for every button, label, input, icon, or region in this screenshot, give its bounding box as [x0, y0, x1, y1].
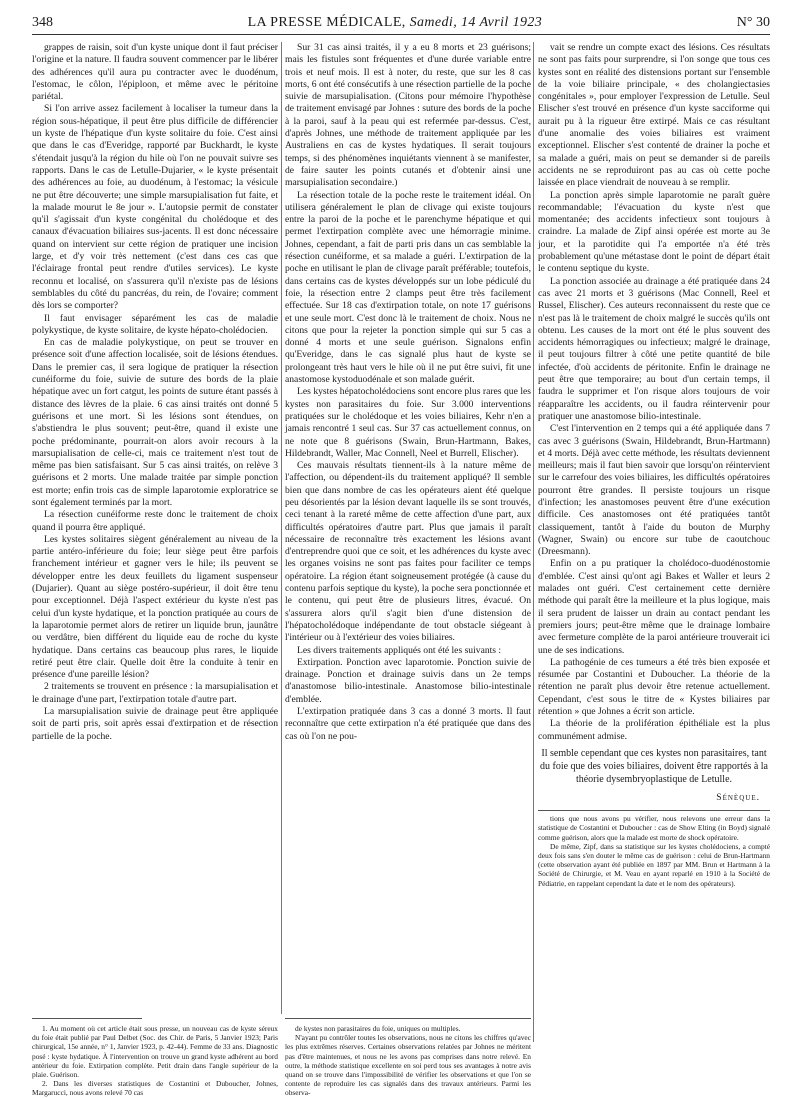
- paragraph: Il faut envisager séparément les cas de maladie polykystique, de kyste solitaire, de kyste hépato-cholédocien.: [32, 312, 278, 336]
- paragraph: La marsupialisation suivie de drainage peut être appliquée soit de parti pris, soit après essai d'extirpation et de résection partielle de la poche.: [32, 706, 278, 742]
- paragraph: Ces mauvais résultats tiennent-ils à la nature même de l'affection, ou dépendent-ils du traitement appliqué? Il semble bien que dans nombre de cas les opérateurs aient été quelque peu désorientés par la lésion devant laquelle ils se sont trouvés, ceci tenant à la rareté même de cette affection d'une part, aux difficultés opératoires d'autre part. Plus que jamais il paraît nécessaire de reconnaître très exactement les lésions avant d'entreprendre quoi que ce soit, et les adhérences du kyste avec les organes voisins ne sont pas faites pour faciliter ce temps opératoire. La région étant soigneusement protégée (à cause du contenu parfois septique du kyste), la poche sera ponctionnée et le contenu, qui peut être de plusieurs litres, évacué. On s'assurera alors qu'il s'agit bien d'une distension de l'hépatocholédoque indépendante de tout obstacle siégeant à l'intérieur ou à l'extérieur des voies biliaires.: [285, 460, 531, 644]
- journal-name: LA PRESSE MÉDICALE,: [247, 15, 406, 30]
- paragraph: Sur 31 cas ainsi traités, il y a eu 8 morts et 23 guérisons; mais les fistules sont fréquentes et d'une durée variable entre trois et neuf mois. Il est à noter, du reste, que sur les 8 cas morts, 6 ont été consécutifs à une résection partielle de la poche suivie de marsupialisation. (Citons pour mémoire l'hypothèse de traitement envisagé par Johnes : suture des bords de la poche à la paroi, sauf à la peau qui est refermée par-dessus. C'est, d'après Johnes, une méthode de traitement appliquée par les Australiens en cas de kystes hydatiques. Il serait toujours temps, si des phénomènes inquiétants viennent à se manifester, de faire sauter les points cutanés et d'obtenir ainsi une marsupialisation secondaire.): [285, 42, 531, 189]
- paragraph: Enfin on a pu pratiquer la cholédoco-duodénostomie d'emblée. C'est ainsi qu'ont agi Bakes et Waller et leurs 2 malades ont guéri. C'est certainement cette dernière méthode qui paraît être la meilleure et la plus logique, mais il sera prudent de laisser un drain au contact pendant les premiers jours; peut-être même que le drainage lombaire avec fermeture complète de la paroi antérieure trouverait ici une de ses indications.: [538, 558, 770, 656]
- paragraph: Les kystes solitaires siègent généralement au niveau de la partie antéro-inférieure du foie; leur siège peut être parfois franchement intérieur et gagner vers le hile; ils peuvent se développer entre les deux feuillets du ligament suspenseur (Dujarier). Quant au siège postéro-supérieur, il doit être tenu pour exceptionnel. Déjà l'aspect extérieur du kyste n'est pas celui d'un kyste hydatique, et la ponction pratiquée au cours de la laparotomie permet alors de retirer un liquide brun, jaunâtre ou verdâtre, bien différent du liquide eau de roche du kyste hydatique. Dans certains cas beaucoup plus rares, le liquide retiré peut être clair. Quelle doit être la conduite à tenir en présence d'une pareille lésion?: [32, 533, 278, 681]
- footnote: 2. Dans les diverses statistiques de Costantini et Duboucher, Johnes, Margarucci, nous avons relevé 70 cas: [32, 1079, 278, 1098]
- column-divider: [281, 42, 282, 1014]
- footnote: De même, Zipf, dans sa statistique sur les kystes cholédociens, a compté deux fois sans s'en douter le même cas de guérison : celui de Brun-Hartmann (cette observation ayant été publiée en 1897 par MM. Brun et Hartmann à la Société de Chirurgie, et M. Veau en ayant reparlé en 1910 à la Société de Pédiatrie, en rappelant cependant la date et le nom des opérateurs).: [538, 841, 770, 888]
- paragraph: La résection totale de la poche reste le traitement idéal. On utilisera généralement le plan de clivage qui existe toujours entre la paroi de la poche et le parenchyme hépatique et qui permet l'extirpation complète avec une hémorragie minime. Johnes, cependant, a fait de parti pris dans un cas semblable la résection cunéiforme, et sa malade a guéri. L'extirpation de la poche en utilisant le plan de clivage paraît préférable; toutefois, dans certains cas de kystes développés sur un lobe pédiculé du foie, la résection entre 2 clamps peut être très facilement effectuée. Sur 18 cas d'extirpation totale, on note 17 guérisons et une seule mort. C'est donc là le traitement de choix. Nous ne citons que pour la rejeter la ponction simple qui sur 5 cas a donné 4 morts et une seule guérison. Signalons enfin qu'Everidge, dans le cas signalé plus haut de kyste se prolongeant très haut vers le hile où il ne put être suivi, fit une anastomose kystoduodénale et son malade guérit.: [285, 189, 531, 386]
- paragraph: Les kystes hépatocholédociens sont encore plus rares que les kystes non parasitaires du foie. Sur 3.000 interventions pratiquées sur le cholédoque et les voies biliaires, Kehr n'en a jamais rencontré 1 seul cas. Sur 37 cas actuellement connus, on ne note que 8 guérisons (Swain, Brun-Hartmann, Bakes, Hildebrandt, Waller, Mac Connell, Neel et Burrell, Elischer).: [285, 386, 531, 459]
- text-column-1: [32, 42, 278, 1014]
- conclusion-paragraph: Il semble cependant que ces kystes non parasitaires, tant du foie que des voies biliaires, doivent être rapportés à la théorie dysembryoplastique de Letulle.: [540, 747, 768, 785]
- paragraph: 2 traitements se trouvent en présence : la marsupialisation et le drainage d'une part, l'extirpation totale d'autre part.: [32, 681, 278, 705]
- paragraph: Extirpation. Ponction avec laparotomie. Ponction suivie de drainage. Ponction et drainage suivis dans un 2e temps d'anastomose bilio-intestinale. Anastomose bilio-intestinale d'emblée.: [285, 656, 531, 705]
- paragraph: La résection cunéiforme reste donc le traitement de choix quand il pourra être appliqué.: [32, 509, 278, 533]
- footnotes-column-1: [32, 1024, 278, 1098]
- footnote: tions que nous avons pu vérifier, nous relevons une erreur dans la statistique de Costantini et Duboucher : cas de Show Elting (in Boyd) signalé comme guérison, alors que la malade est morte de shock opératoire.: [538, 810, 770, 842]
- footnotes-column-2: [285, 1024, 531, 1098]
- footnote-rule: [32, 1018, 142, 1019]
- paragraph: En cas de maladie polykystique, on peut se trouver en présence soit d'une affection localisée, soit de lésions étendues. Dans le premier cas, il sera logique de pratiquer la résection cunéiforme du foie, suivie de suture des bords de la plaie hépatique avec un fort catgut, les points de suture étant passés à distance des lèvres de la plaie. 6 cas ainsi traités ont donné 5 guérisons et une mort. Si les lésions sont étendues, on s'abstiendra le plus souvent; peut-être, quand il existe une poche prédominante, pourrait-on alors avoir recours à la marsupialisation de celle-ci, mais ce traitement n'est tout de même pas bien satisfaisant. Sur 5 cas ainsi traités, on relève 3 guérisons et 2 morts. Une malade traitée par simple ponction est morte; enfin trois cas de simple laparotomie exploratrice se sont également terminés par la mort.: [32, 337, 278, 508]
- footnote-rule: [285, 1018, 531, 1019]
- paragraph: grappes de raisin, soit d'un kyste unique dont il faut préciser l'origine et la nature. Il faudra souvent commencer par le libérer des adhérences qu'il aura pu contracter avec le duodénum, l'estomac, le côlon, l'épiploon, et même avec le péritoine pariétal.: [32, 42, 278, 103]
- page-header: [32, 12, 770, 35]
- text-column-2: [285, 42, 531, 1014]
- paragraph: vait se rendre un compte exact des lésions. Ces résultats ne sont pas faits pour surprendre, si l'on songe que tous ces kystes sont en réalité des distensions portant sur l'ensemble de la voie biliaire principale, « des cholangiectasies congénitales », pour employer l'expression de Letulle. Seul Elischer s'est trouvé en présence d'un kyste sacciforme qui aurait pu à la rigueur être extirpé. Mais ce cas résultant d'une anomalie des voies biliaires est vraiment exceptionnel. Elischer s'est contenté de drainer la poche et sa malade a guéri, mais on peut se demander si de pareils accidents ne se reproduiront pas au cas où cette poche laissée en place viendrait de nouveau à se remplir.: [538, 42, 770, 189]
- paragraph: C'est l'intervention en 2 temps qui a été appliquée dans 7 cas avec 3 guérisons (Swain, Hildebrandt, Brun-Hartmann) et 4 morts. Déjà avec cette méthode, les résultats deviennent meilleurs; mais il faut bien savoir que lorsqu'on réintervient sur le carrefour des voies biliaires, les difficultés opératoires pourront être grandes. Il persiste toujours un risque d'infection; les anastomoses peuvent être d'une exécution difficile. Ces anastomoses ont été pratiquées tantôt classiquement, tantôt à l'aide du bouton de Murphy (Wagner, Swain) ou encore sur tube de caoutchouc (Dreesmann).: [538, 423, 770, 558]
- paragraph: La pathogénie de ces tumeurs a été très bien exposée et résumée par Costantini et Duboucher. La théorie de la rétention ne paraît plus devoir être retenue actuellement. Cependant, c'est sous le titre de « Kystes biliaires par rétention » que Johnes a écrit son article.: [538, 656, 770, 718]
- paragraph: Les divers traitements appliqués ont été les suivants :: [297, 644, 502, 656]
- issue-date: Samedi, 14 Avril 1923: [409, 15, 543, 30]
- author-signature: Sénèque.: [716, 791, 760, 803]
- column-divider: [533, 42, 534, 1042]
- paragraph: La ponction associée au drainage a été pratiquée dans 24 cas avec 21 morts et 3 guérisons (Mac Connell, Reel et Russel, Elischer). Ces auteurs reconnaissent du reste que ce n'est pas là le traitement de choix malgré le succès qu'ils ont obtenu. Les causes de la mort ont été le plus souvent des accidents hémorragiques ou infectieux; malgré le drainage, il peut toujours filtrer à côté une petite quantité de bile infectée, d'où accidents de péritonite. Enfin le drainage ne peut être que temporaire; au bout d'un certain temps, il faudra le supprimer et l'on risque alors toujours de voir réapparaître les accidents, ou il faudra réintervenir pour pratiquer une anastomose bilio-intestinale.: [538, 275, 770, 422]
- journal-title: [248, 15, 543, 31]
- footnote: N'ayant pu contrôler toutes les observations, nous ne citons les chiffres qu'avec les plus extrêmes réserves. Certaines observations relatées par Johnes ne méritent pas d'être maintenues, et nous ne les avons pas comprises dans notre relevé. En outre, la méthode statistique excellente en soi perd tous ses avantages à notre avis quand on se trouve dans l'impossibilité de vérifier les observations et que l'on se contente de reproduire les cas signalés dans des travaux antérieurs. Parmi les observa-: [285, 1033, 531, 1098]
- paragraph: L'extirpation pratiquée dans 3 cas a donné 3 morts. Il faut reconnaître que cette extirpation n'a été pratiquée que dans des cas où l'on ne pou-: [285, 706, 531, 742]
- issue-number: N° 30: [736, 15, 770, 30]
- footnote: de kystes non parasitaires du foie, uniques ou multiples.: [295, 1024, 461, 1033]
- page-number: 348: [32, 15, 53, 30]
- text-column-3: [538, 42, 770, 1042]
- paragraph: Si l'on arrive assez facilement à localiser la tumeur dans la région sous-hépatique, il peut être plus difficile de différencier un kyste de l'hépatique d'un kyste solitaire du foie. C'est ainsi que dans le cas d'Everidge, rapporté par Buckhardt, le kyste s'étendait jusqu'à la région du hile où l'on ne pouvait suivre ses rapports. Dans le cas de Letulle-Dujarier, « le kyste présentait des adhérences au foie, au duodénum, à l'estomac; la vésicule ne put être découverte; une simple marsupialisation fut faite, et la malade mourut le 8e jour ». L'autopsie permit de constater qu'il s'agissait d'un kyste congénital du cholédoque et des canaux d'évacuation biliaires sus-jacents. Il est donc nécessaire quand on intervient sur cette région de pratiquer une incision large, et d'y voir très nettement (c'est dans ces cas que l'éclairage frontal peut rendre d'utiles services). Le kyste reconnu et localisé, on s'assurera qu'il n'existe pas de lésions semblables du côté du pancréas, du rein, de l'ovaire; comment dès lors se comporter?: [32, 103, 278, 312]
- paragraph: La ponction après simple laparotomie ne paraît guère recommandable; l'évacuation du kyste n'est que momentanée; des accidents infectieux sont toujours à craindre. La malade de Zipf ainsi opérée est morte au 3e jour, et la parotidite qui l'a emportée n'a été très probablement qu'une métastase dont le point de départ était le contenu septique du kyste.: [538, 189, 770, 275]
- footnote: 1. Au moment où cet article était sous presse, un nouveau cas de kyste séreux du foie était publié par Paul Delbet (Soc. des Chir. de Paris, 5 Janvier 1923; Paris chirurgical, 15e année, n° 1, Janvier 1923, p. 42-44). Femme de 33 ans. Diagnostic posé : kyste hydatique. À l'intervention on trouve un grand kyste adhérent au bord antérieur du foie. Extirpation complète. Petit drain dans l'angle supérieur de la plaie. Guérison.: [32, 1024, 278, 1080]
- paragraph: La théorie de la prolifération épithéliale est la plus communément admise.: [538, 718, 770, 742]
